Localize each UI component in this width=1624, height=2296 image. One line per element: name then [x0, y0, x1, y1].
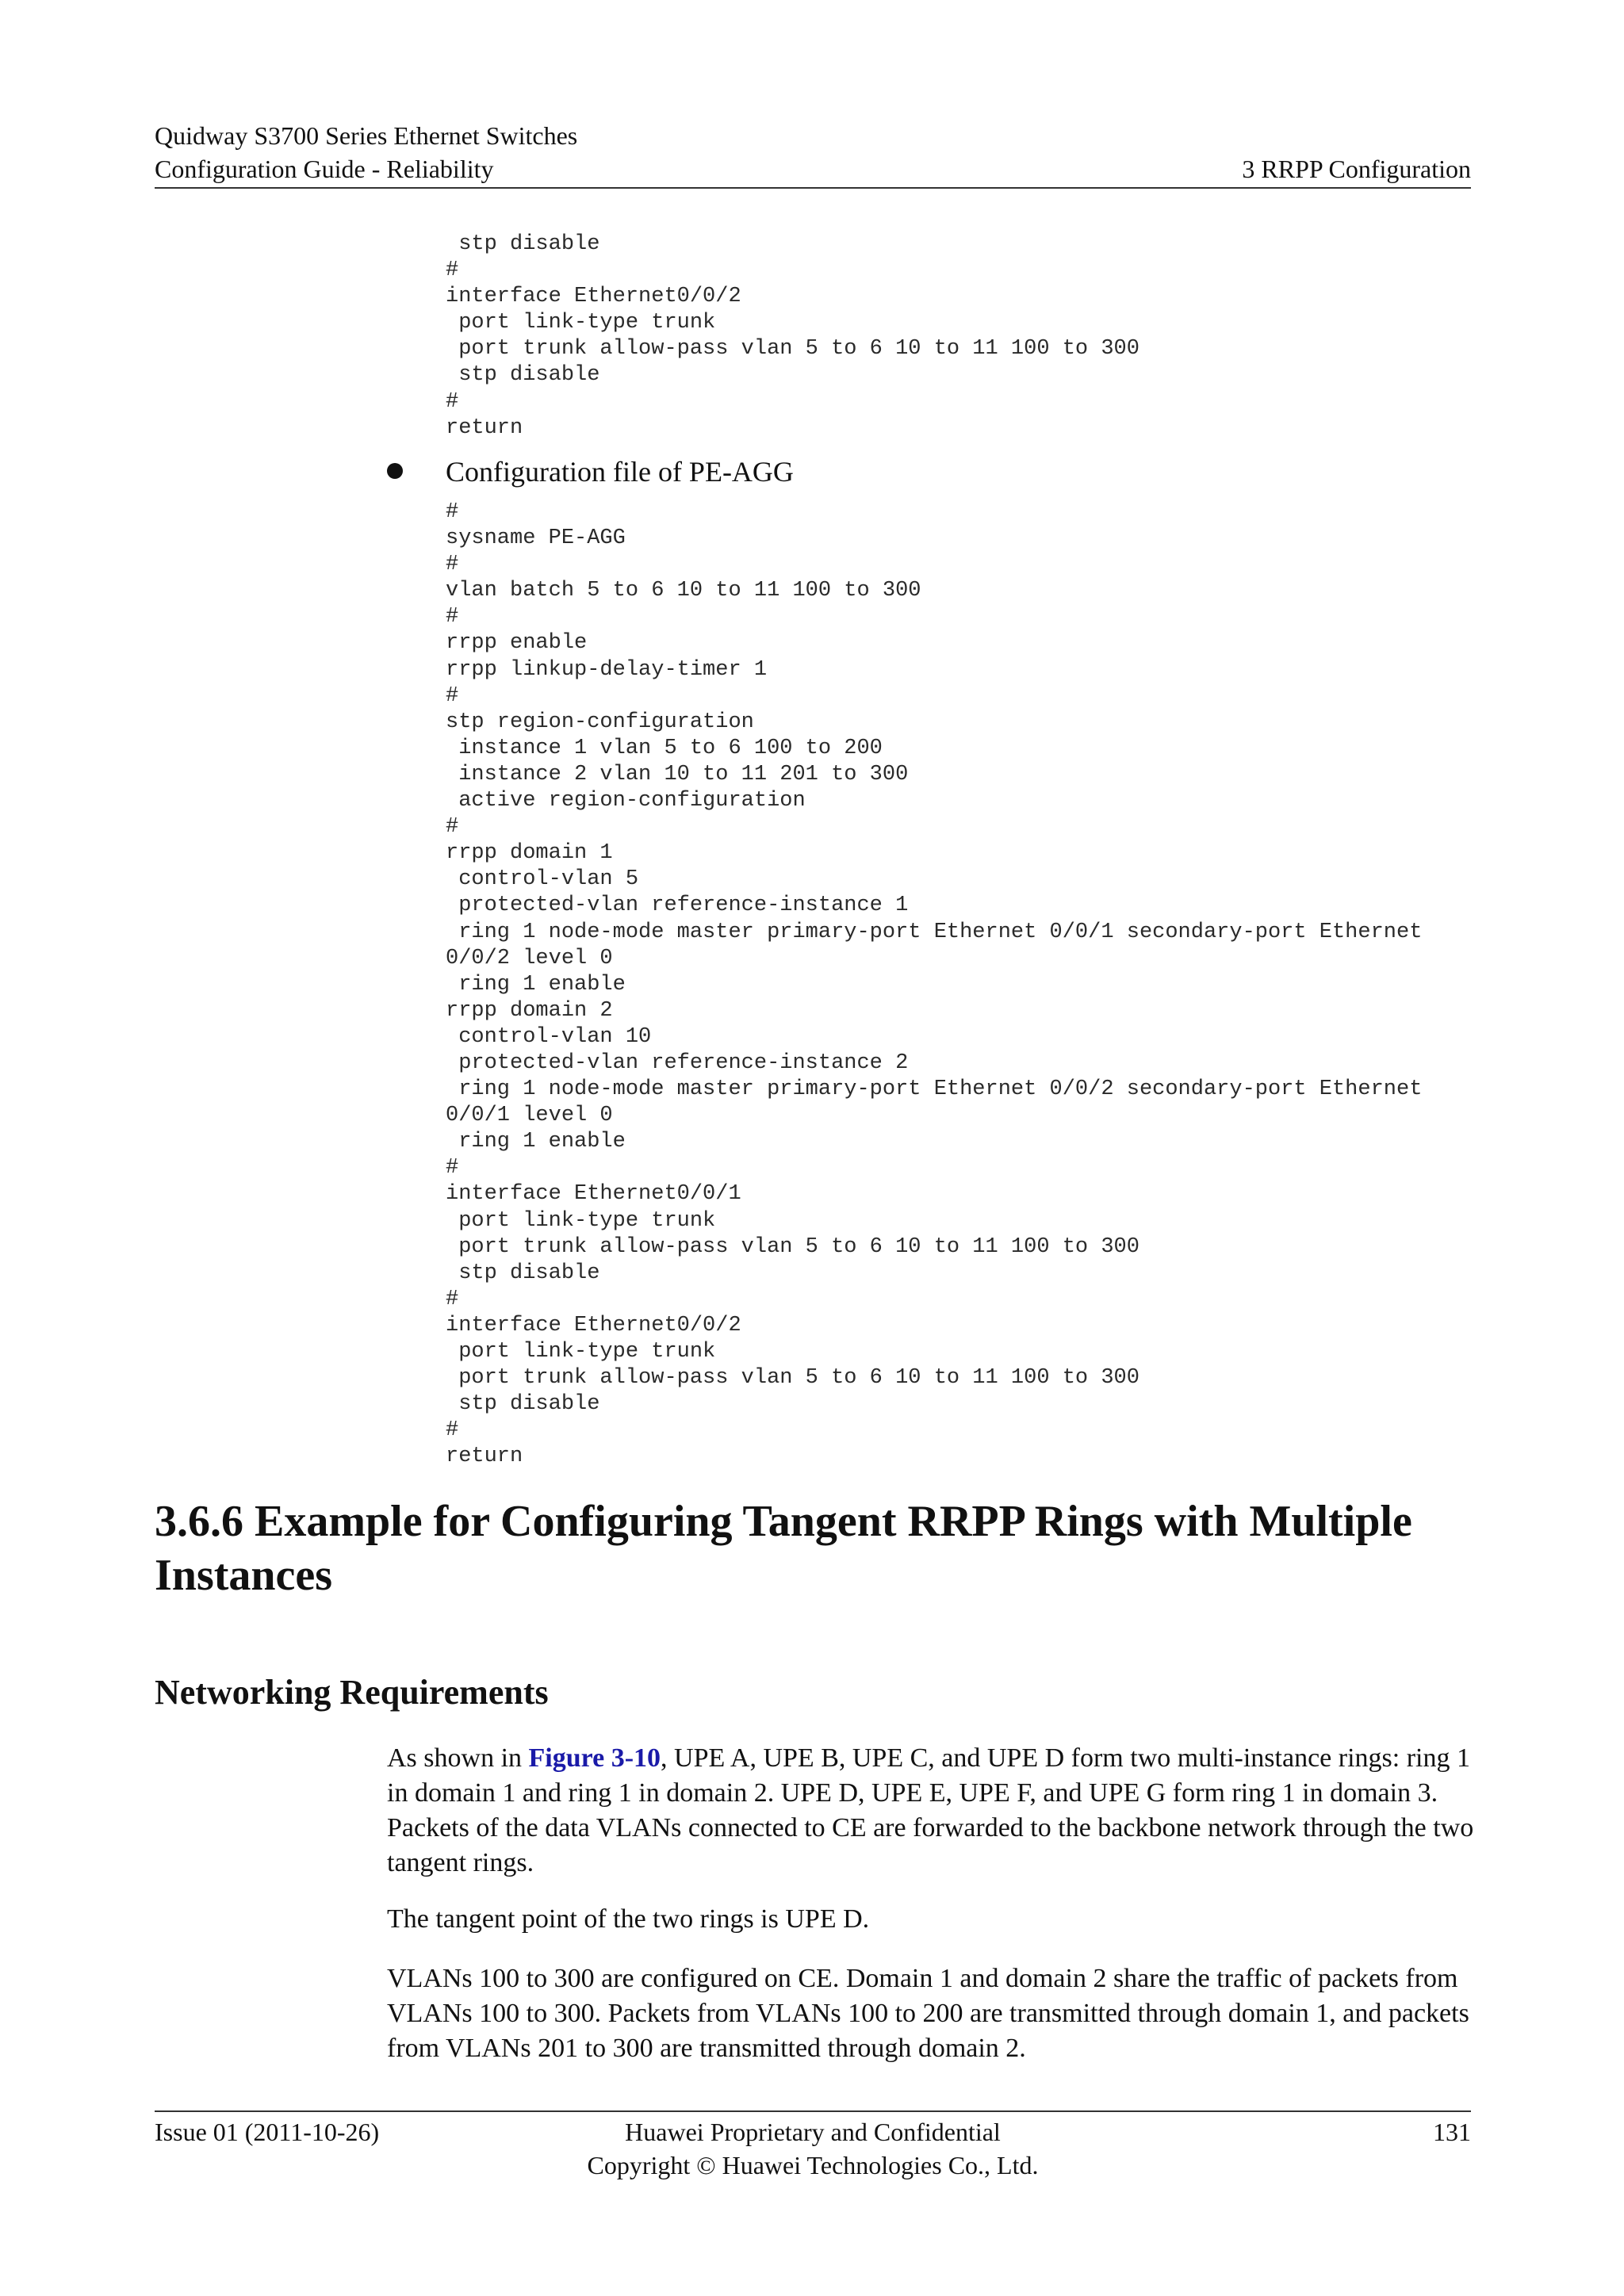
config-code-block-top [446, 232, 1139, 442]
code-line: rrpp linkup-delay-timer 1 [446, 657, 768, 682]
page-footer [155, 2110, 1471, 2191]
code-line: rrpp enable [446, 631, 588, 656]
code-line: # [446, 500, 459, 524]
code-line: stp disable [446, 232, 600, 256]
section-heading: 3.6.6 Example for Configuring Tangent RRPP Rings with Multiple Instances [155, 1497, 1412, 1600]
code-line: ring 1 node-mode master primary-port Ethernet 0/0/1 secondary-port Ethernet [446, 920, 1423, 944]
requirements-paragraph [387, 1741, 1497, 1881]
bullet-label: Configuration file of PE-AGG [446, 456, 794, 488]
code-line: port link-type trunk [446, 1208, 716, 1233]
code-line: ring 1 node-mode master primary-port Ethernet 0/0/2 secondary-port Ethernet [446, 1077, 1423, 1102]
code-line: port trunk allow-pass vlan 5 to 6 10 to 11 100 to 300 [446, 337, 1139, 362]
header-guide-title: Configuration Guide - Reliability [155, 155, 494, 183]
code-line: port trunk allow-pass vlan 5 to 6 10 to 11 100 to 300 [446, 1234, 1139, 1259]
code-line: stp disable [446, 1392, 600, 1417]
code-line: stp disable [446, 1261, 600, 1285]
code-line: active region-configuration [446, 789, 806, 813]
header-product-title: Quidway S3700 Series Ethernet Switches [155, 121, 578, 150]
code-line: # [446, 553, 459, 577]
footer-issue: Issue 01 (2011-10-26) [155, 2118, 380, 2146]
code-line: interface Ethernet0/0/2 [446, 1313, 741, 1337]
footer-copyright-line: Copyright © Huawei Technologies Co., Ltd. [587, 2151, 1039, 2179]
code-line: control-vlan 5 [446, 867, 639, 892]
paragraph-text: , UPE A, UPE B, UPE C, and UPE D form two multi-instance rings: ring 1 in domain 1 and ring 1 in domain 2. UPE D, UPE E, UPE F, and UPE G form ring 1 in domain 3. Packets of the data VLANs connected to CE are forwarded to the backbone network through the two tangent rings. [387, 1743, 1474, 1877]
footer-confidential: Huawei Proprietary and Confidential [625, 2118, 1001, 2146]
code-line: port link-type trunk [446, 1340, 716, 1364]
paragraph-text: As shown in [387, 1743, 529, 1773]
code-line: # [446, 258, 459, 283]
code-line: sysname PE-AGG [446, 526, 626, 551]
code-line: port trunk allow-pass vlan 5 to 6 10 to 11 100 to 300 [446, 1366, 1139, 1391]
code-line: port link-type trunk [446, 311, 716, 335]
header-chapter-title: 3 RRPP Configuration [1242, 155, 1471, 183]
networking-requirements-heading: Networking Requirements [155, 1673, 549, 1712]
code-line: instance 1 vlan 5 to 6 100 to 200 [446, 736, 883, 760]
code-line: interface Ethernet0/0/1 [446, 1182, 741, 1207]
bullet-dot-icon [387, 463, 403, 479]
code-line: 0/0/2 level 0 [446, 946, 613, 970]
code-line: ring 1 enable [446, 1130, 626, 1154]
figure-link[interactable]: Figure 3-10 [528, 1743, 661, 1773]
code-line: # [446, 389, 459, 414]
code-line: instance 2 vlan 10 to 11 201 to 300 [446, 762, 909, 786]
tangent-point-paragraph: The tangent point of the two rings is UPE D. [387, 1904, 870, 1934]
page-header [155, 119, 1471, 189]
code-line: vlan batch 5 to 6 10 to 11 100 to 300 [446, 579, 921, 603]
code-line: # [446, 1287, 459, 1311]
code-line: 0/0/1 level 0 [446, 1104, 613, 1128]
code-line: rrpp domain 1 [446, 841, 613, 866]
code-line: return [446, 1445, 523, 1469]
code-line: ring 1 enable [446, 972, 626, 997]
code-line: # [446, 815, 459, 840]
code-line: stp disable [446, 363, 600, 388]
code-line: # [446, 1418, 459, 1443]
pe-agg-config-code-block [446, 499, 1422, 1470]
code-line: # [446, 1156, 459, 1181]
code-line: rrpp domain 2 [446, 998, 613, 1023]
code-line: control-vlan 10 [446, 1024, 652, 1049]
footer-copyright [155, 2115, 1471, 2182]
vlan-paragraph: VLANs 100 to 300 are configured on CE. Domain 1 and domain 2 share the traffic of packets from VLANs 100 to 300. Packets from VLANs 100 to 200 are transmitted through domain 1, and packets from VLANs 201 to 300 are transmitted through domain 2. [387, 1964, 1469, 2063]
code-line: # [446, 683, 459, 708]
code-line: stp region-configuration [446, 710, 754, 734]
code-line: interface Ethernet0/0/2 [446, 285, 741, 309]
code-line: protected-vlan reference-instance 1 [446, 894, 909, 918]
page-number: 131 [1433, 2118, 1471, 2146]
code-line: protected-vlan reference-instance 2 [446, 1050, 909, 1075]
code-line: # [446, 605, 459, 629]
code-line: return [446, 415, 523, 440]
